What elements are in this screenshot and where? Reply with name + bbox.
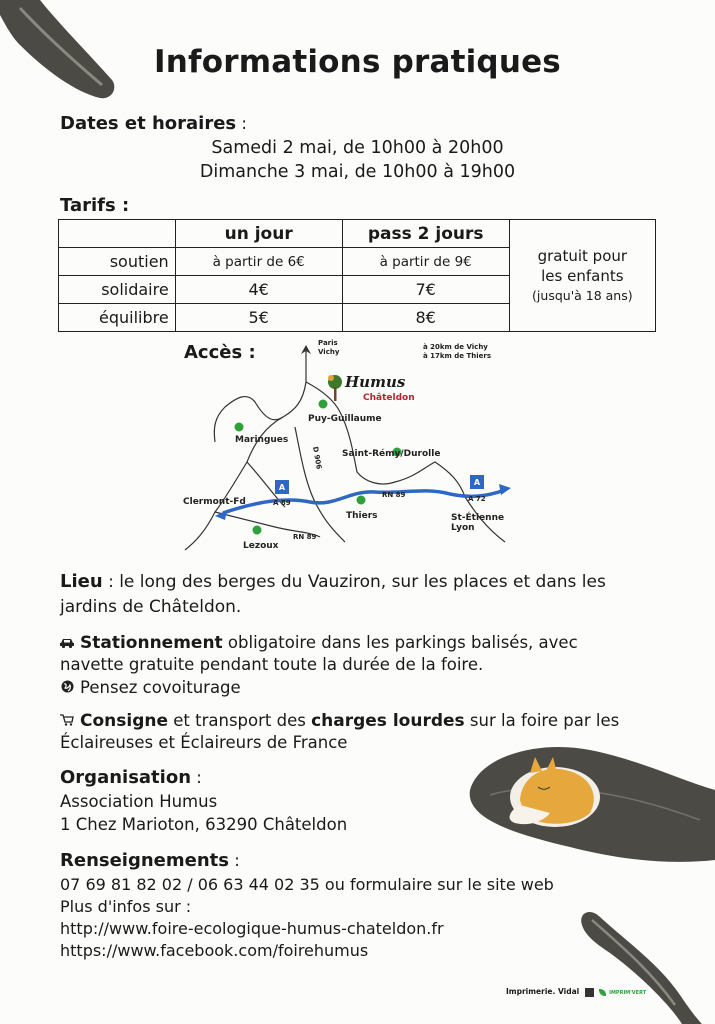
table-corner (59, 220, 176, 248)
consigne-text-b: sur la foire par les (464, 711, 620, 730)
dates-heading (60, 113, 247, 134)
svg-text:Humus: Humus (345, 373, 406, 391)
consigne-line-1 (58, 711, 619, 731)
stationnement-line-2: navette gratuite pendant toute la durée de la foire. (60, 655, 484, 674)
humus-logo (328, 375, 342, 401)
fox-leaf-illustration (450, 735, 715, 870)
lieu-line-2: jardins de Châteldon. (60, 597, 242, 617)
cart-icon (58, 714, 76, 730)
organisation-label: Organisation (60, 767, 192, 788)
svg-text:St-Étienne: St-Étienne (451, 513, 505, 523)
price-un-jour: 5€ (175, 304, 342, 332)
car-icon (58, 636, 76, 652)
svg-text:A: A (278, 483, 286, 492)
covoiturage-line (58, 678, 241, 697)
dates-label: Dates et horaires (60, 113, 237, 134)
tarifs-label: Tarifs : (60, 195, 130, 216)
stationnement-text: obligatoire dans les parkings balisés, avec (222, 633, 578, 652)
dates-line-1: Samedi 2 mai, de 10h00 à 20h00 (211, 138, 504, 158)
svg-text:à 17km de Thiers: à 17km de Thiers (423, 352, 492, 360)
stationnement-line-1 (58, 633, 578, 653)
organisation-line-2: 1 Chez Marioton, 63290 Châteldon (60, 815, 348, 834)
charges-label: charges lourdes (311, 711, 465, 731)
consigne-text-a: et transport des (168, 711, 312, 730)
svg-text:Lyon: Lyon (451, 523, 475, 533)
svg-text:A 72: A 72 (468, 495, 486, 503)
imprimvert-label: IMPRIM'VERT (609, 990, 647, 996)
svg-text:Paris: Paris (318, 339, 338, 347)
access-map (175, 332, 535, 562)
svg-text:Clermont-Fd: Clermont-Fd (183, 497, 246, 507)
printer-credit (506, 987, 646, 997)
dates-line-2: Dimanche 3 mai, de 10h00 à 19h00 (199, 162, 516, 182)
facebook-link[interactable]: https://www.facebook.com/foirehumus (60, 941, 369, 960)
svg-text:à 20km de Vichy: à 20km de Vichy (423, 343, 488, 351)
dates-colon: : (236, 114, 247, 133)
price-pass: 8€ (342, 304, 509, 332)
svg-text:Thiers: Thiers (346, 511, 378, 521)
row-name: solidaire (59, 276, 176, 304)
phones-line: 07 69 81 82 02 / 06 63 44 02 35 ou formulaire sur le site web (60, 875, 554, 894)
free-children-cell (509, 220, 655, 332)
svg-text:Vichy: Vichy (318, 348, 340, 356)
printer-name: Imprimerie. Vidal (506, 987, 580, 996)
svg-text:Maringues: Maringues (235, 435, 289, 445)
svg-text:Châteldon: Châteldon (363, 393, 415, 403)
consigne-line-2: Éclaireuses et Éclaireurs de France (60, 733, 348, 752)
price-pass: à partir de 9€ (342, 248, 509, 276)
lieu-text: : le long des berges du Vauziron, sur les places et dans les (102, 572, 606, 592)
row-name: soutien (59, 248, 176, 276)
imprimvert-leaf-icon (599, 989, 606, 996)
price-un-jour: à partir de 6€ (175, 248, 342, 276)
free-line-1: gratuit pour (537, 246, 628, 265)
covoiturage-text: Pensez covoiturage (80, 678, 241, 697)
svg-text:A 89: A 89 (273, 499, 291, 507)
lieu-line-1 (60, 571, 606, 592)
acces-label: Accès : (184, 342, 256, 363)
free-line-2: les enfants (541, 266, 624, 285)
organisation-line-1: Association Humus (60, 792, 218, 811)
svg-text:Puy-Guillaume: Puy-Guillaume (308, 414, 382, 424)
svg-text:Saint-Rémy/Durolle: Saint-Rémy/Durolle (342, 449, 441, 459)
renseignements-label: Renseignements (60, 850, 229, 871)
organisation-colon: : (191, 768, 202, 787)
svg-text:Lezoux: Lezoux (243, 541, 279, 551)
free-note: (jusqu'à 18 ans) (532, 287, 633, 303)
consigne-label: Consigne (80, 711, 169, 731)
row-name: équilibre (59, 304, 176, 332)
plus-infos-line: Plus d'infos sur : (60, 897, 192, 916)
slug-illustration-bottom (570, 905, 715, 1024)
svg-text:RN 89: RN 89 (382, 491, 406, 499)
globe-icon (58, 680, 76, 697)
website-link[interactable]: http://www.foire-ecologique-humus-chateldon.fr (60, 919, 444, 938)
col-header-pass: pass 2 jours (342, 220, 509, 248)
renseignements-colon: : (228, 851, 240, 870)
svg-text:RN 89: RN 89 (293, 533, 317, 541)
organisation-heading (60, 767, 202, 788)
price-pass: 7€ (342, 276, 509, 304)
page-title: Informations pratiques (154, 44, 561, 80)
renseignements-heading (60, 850, 240, 871)
recycle-icon (585, 988, 594, 997)
lieu-label: Lieu (60, 571, 103, 592)
tarifs-table (58, 219, 656, 332)
price-un-jour: 4€ (175, 276, 342, 304)
col-header-un-jour: un jour (175, 220, 342, 248)
svg-text:D 906: D 906 (311, 445, 323, 470)
stationnement-label: Stationnement (80, 633, 223, 653)
svg-text:A: A (473, 478, 481, 487)
